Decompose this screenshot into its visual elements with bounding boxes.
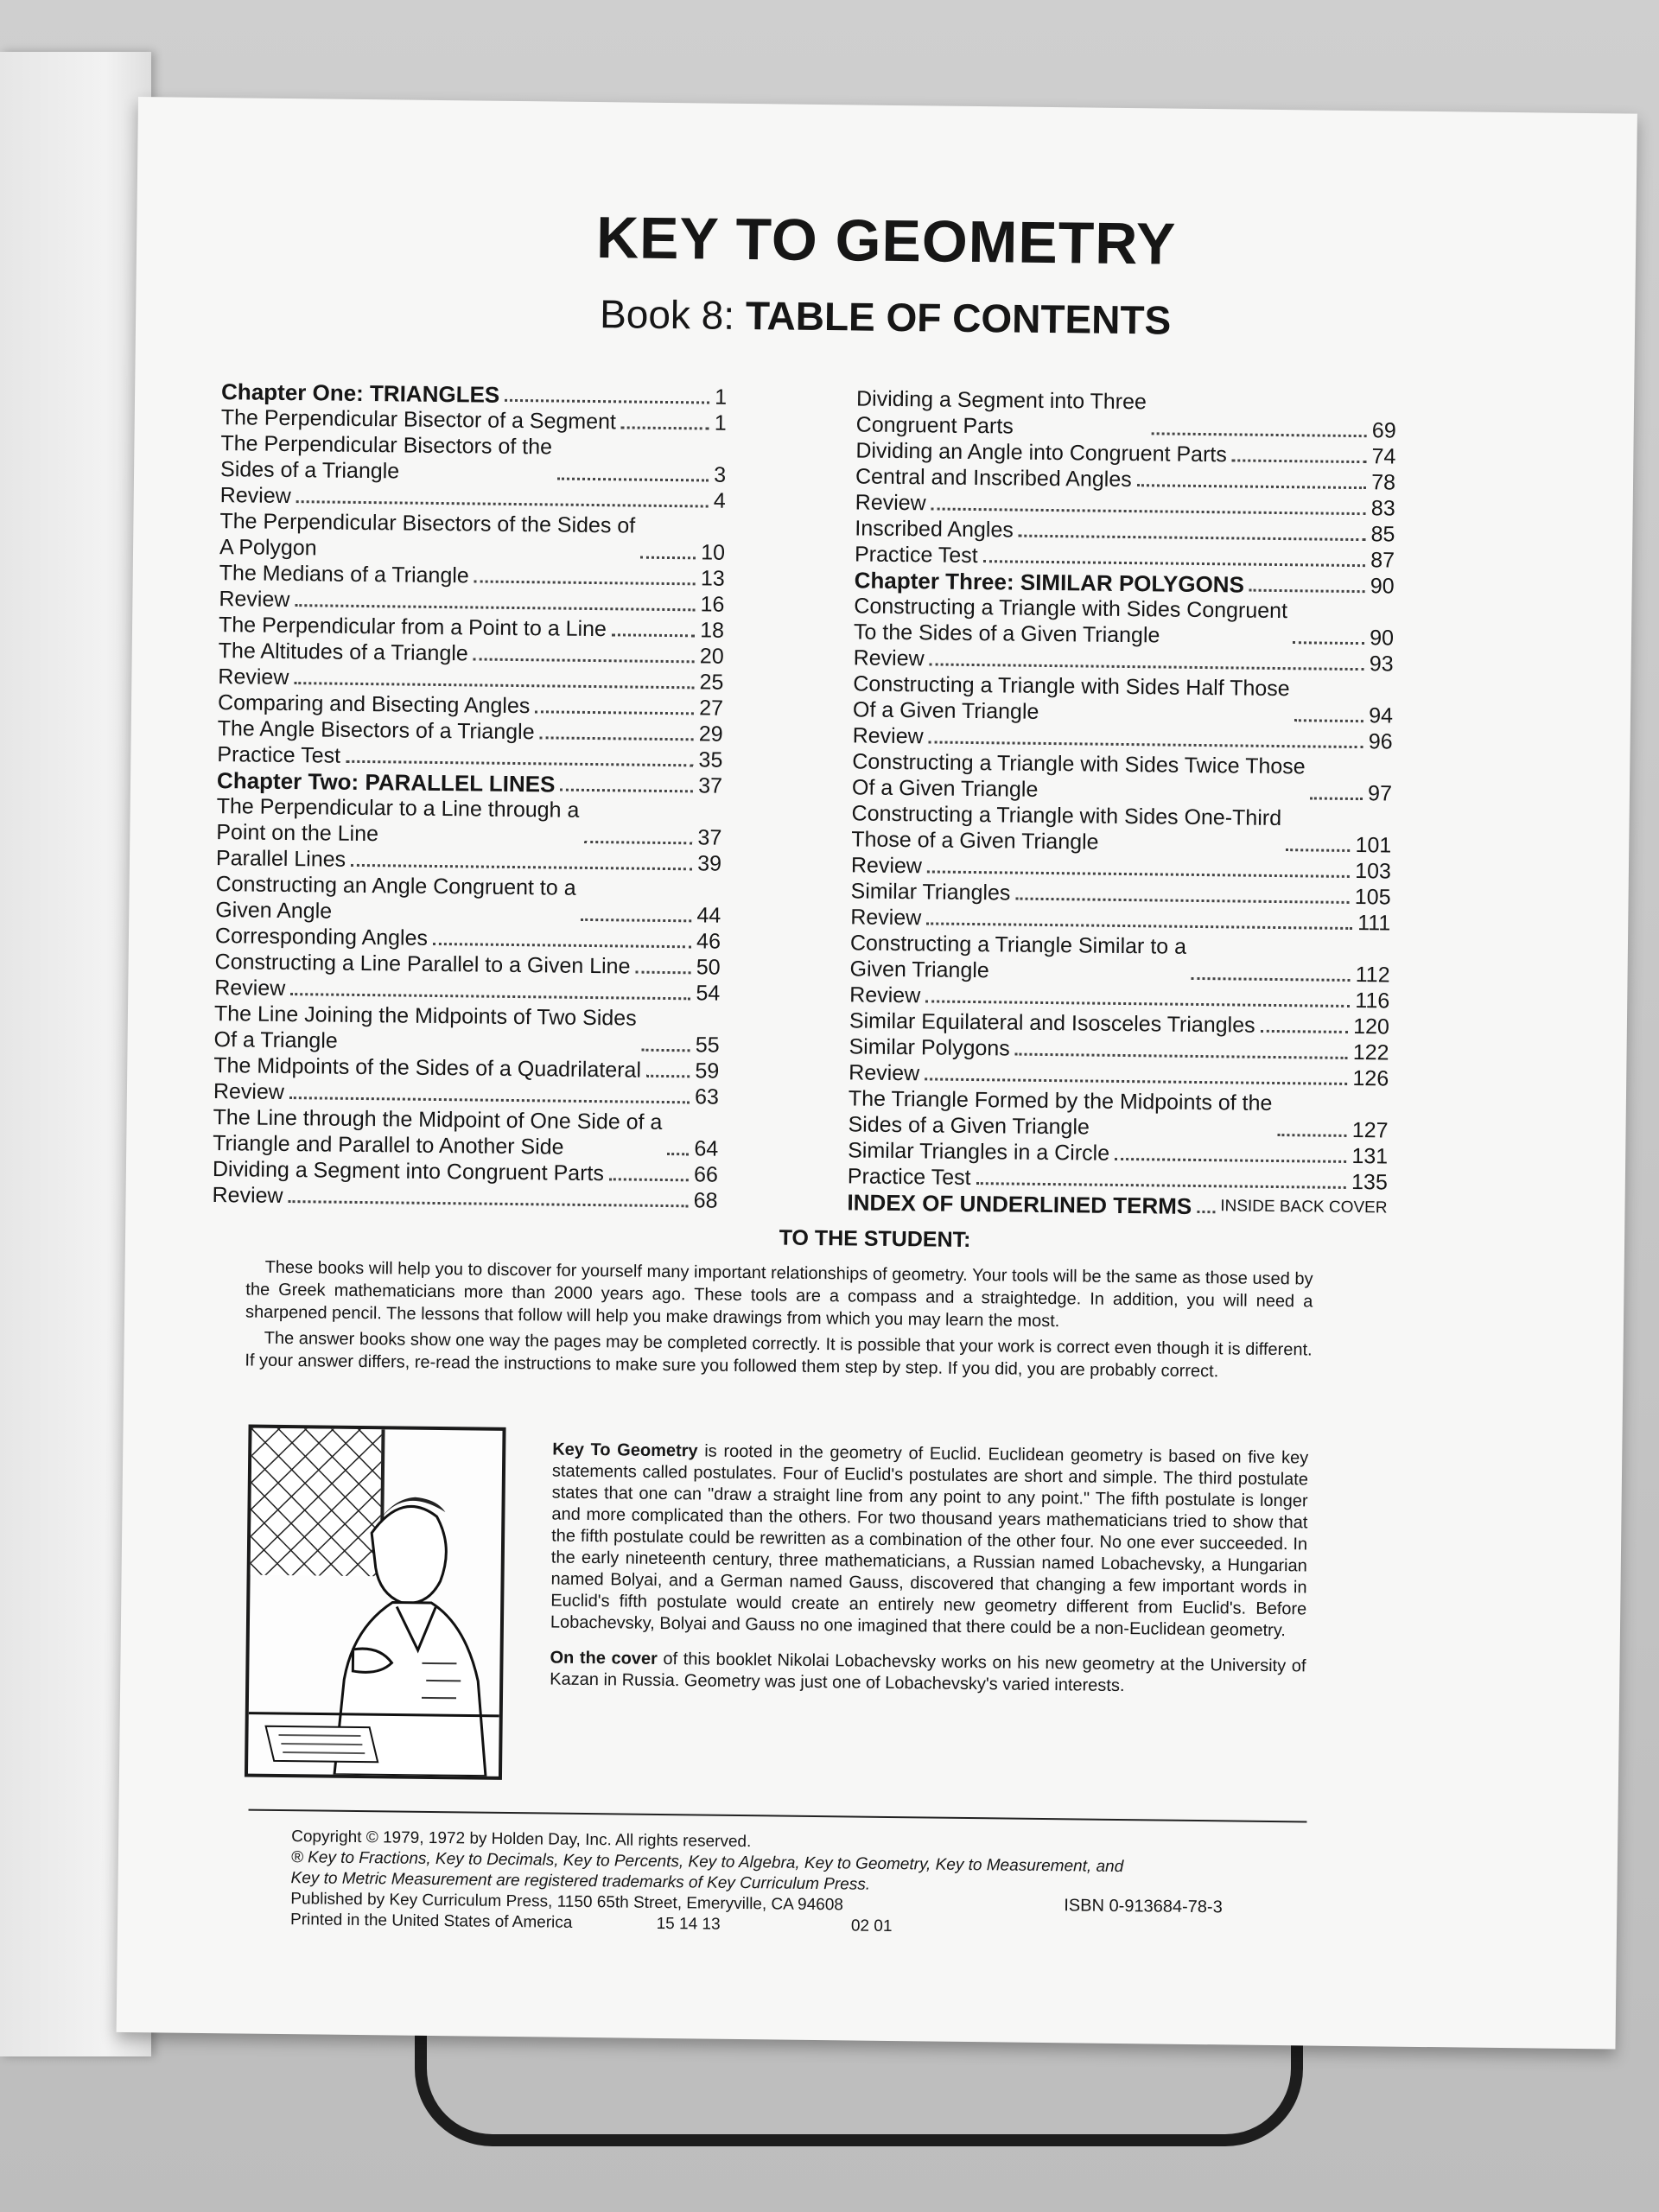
toc-entry-title: Review bbox=[219, 483, 291, 509]
toc-page-number: 93 bbox=[1369, 652, 1394, 677]
toc-page-number: 122 bbox=[1352, 1040, 1389, 1065]
toc-entry-title: The Perpendicular Bisector of a Segment bbox=[220, 405, 617, 435]
dot-leader bbox=[646, 1075, 690, 1078]
toc-page-number: 37 bbox=[698, 773, 723, 798]
dot-leader bbox=[584, 841, 692, 844]
dot-leader bbox=[1294, 719, 1363, 722]
toc-entry-title: Comparing and Bisecting Angles bbox=[217, 690, 531, 719]
toc-page-number: 135 bbox=[1351, 1170, 1388, 1195]
toc-page-number: 29 bbox=[698, 721, 723, 747]
page-subtitle bbox=[136, 285, 1636, 349]
dot-leader bbox=[581, 918, 691, 922]
toc-entry bbox=[856, 385, 1397, 443]
toc-entry bbox=[213, 1104, 719, 1162]
toc-entry-title-line-2: Of a Triangle bbox=[213, 1027, 338, 1053]
toc-page-number: 20 bbox=[699, 644, 724, 669]
toc-page-number: INSIDE BACK COVER bbox=[1220, 1197, 1388, 1217]
toc-entry-title-line-2: Triangle and Parallel to Another Side bbox=[213, 1131, 564, 1160]
divider bbox=[249, 1809, 1307, 1823]
toc-entry-title-line-1: The Line through the Midpoint of One Side of a bbox=[213, 1105, 663, 1135]
toc-entry-title: Review bbox=[219, 587, 290, 613]
copyright-block bbox=[290, 1827, 1242, 1941]
toc-entry bbox=[853, 671, 1394, 728]
toc-entry-title-line-1: Dividing a Segment into Three bbox=[855, 386, 1147, 415]
toc-page-number: 1 bbox=[715, 385, 728, 410]
toc-entry bbox=[215, 871, 721, 929]
toc-entry-title: Practice Test bbox=[854, 542, 978, 569]
toc-entry-title-line-1: Constructing a Triangle with Sides Congruent bbox=[854, 594, 1288, 624]
dot-leader bbox=[346, 760, 694, 767]
toc-entry-title: Inscribed Angles bbox=[855, 516, 1014, 543]
euclid-lead: Key To Geometry bbox=[552, 1440, 698, 1461]
dot-leader bbox=[926, 922, 1352, 930]
toc-entry bbox=[849, 930, 1390, 988]
toc-page-number: 120 bbox=[1353, 1014, 1390, 1039]
toc-entry-title-line-2: Congruent Parts bbox=[855, 412, 1014, 439]
dot-leader bbox=[1192, 977, 1351, 982]
toc-entry-title-line-1: The Perpendicular Bisectors of the Sides of bbox=[219, 509, 636, 538]
euclid-text: is rooted in the geometry of Euclid. Euclidean geometry is based on five key statements called postulates. Four of Euclid's postulates are short and simple. The third postulate states that one can "draw a straight line from any point to any point." The fifth postulate is longer and more complicated than the others. For two thousand years mathematicians tried to show that the fifth postulate could be rewritten as a combination of the other four. No one ever succeeded. In the early nineteenth century, three mathematicians, a Russian named Lobachevsky, a Hungarian named Bolyai, and a German named Gauss, discovered that changing a few important words in Euclid's fifth postulate would create an entirely new geometry different from Euclid's. Before Lobachevsky, Bolyai and Gauss no one imagined that there could be a non-Euclidean geometry. bbox=[550, 1441, 1309, 1641]
toc-entry-title: Parallel Lines bbox=[215, 846, 346, 872]
dot-leader bbox=[635, 971, 690, 975]
dot-leader bbox=[474, 580, 696, 585]
toc-page-number: 39 bbox=[697, 851, 722, 876]
dot-leader bbox=[1310, 797, 1363, 800]
toc-entry-title: Dividing a Segment into Congruent Parts bbox=[212, 1157, 605, 1186]
toc-page-number: 103 bbox=[1355, 859, 1392, 884]
toc-entry-title bbox=[852, 748, 1306, 805]
toc-entry-title: Constructing a Line Parallel to a Given Line bbox=[214, 950, 631, 979]
toc-page-number: 126 bbox=[1352, 1066, 1389, 1091]
toc-page-number: 112 bbox=[1355, 963, 1390, 988]
toc-page-number: 116 bbox=[1355, 988, 1390, 1014]
toc-page-number: 64 bbox=[694, 1136, 719, 1161]
toc-page-number: 111 bbox=[1357, 911, 1391, 936]
toc-page-number: 10 bbox=[701, 540, 726, 565]
toc-entry-title-line-1: The Perpendicular Bisectors of the bbox=[220, 431, 553, 460]
toc-entry-title-line-2: Those of a Given Triangle bbox=[851, 827, 1099, 855]
toc-page-number: 25 bbox=[699, 670, 724, 695]
toc-page-number: 97 bbox=[1367, 781, 1393, 806]
dot-leader bbox=[667, 1153, 689, 1155]
toc-entry-title-line-1: Constructing an Angle Congruent to a bbox=[215, 872, 576, 900]
toc-entry-title: Central and Inscribed Angles bbox=[855, 464, 1132, 493]
toc-entry-title: Review bbox=[218, 664, 289, 690]
toc-entry-title-line-1: Constructing a Triangle with Sides Half Those bbox=[853, 671, 1290, 702]
toc-entry bbox=[854, 593, 1395, 651]
toc-entry-title-line-1: Constructing a Triangle with Sides One-Third bbox=[851, 801, 1282, 831]
toc-entry-title-line-2: Sides of a Triangle bbox=[219, 457, 400, 484]
student-note bbox=[245, 1256, 1313, 1388]
dot-leader bbox=[1015, 898, 1350, 904]
toc-page-number: 16 bbox=[700, 592, 725, 617]
toc-chapter-entry bbox=[847, 1189, 1387, 1221]
toc-entry-title: The Altitudes of a Triangle bbox=[218, 639, 468, 666]
toc-entry-title: Chapter Three: SIMILAR POLYGONS bbox=[854, 567, 1245, 598]
cover-paragraph bbox=[550, 1648, 1306, 1700]
toc-page-number: 35 bbox=[698, 747, 723, 772]
toc-entry-title: Corresponding Angles bbox=[214, 924, 429, 950]
toc-page-number: 59 bbox=[695, 1058, 720, 1084]
toc-page-number: 44 bbox=[696, 903, 721, 928]
toc-entry-title-line-1: Constructing a Triangle with Sides Twice Those bbox=[852, 749, 1306, 779]
toc-entry-title-line-2: Given Triangle bbox=[849, 957, 989, 983]
toc-page-number: 13 bbox=[700, 566, 725, 591]
dot-leader bbox=[1151, 432, 1366, 437]
dot-leader bbox=[621, 426, 709, 429]
toc-page-number: 127 bbox=[1351, 1118, 1389, 1143]
toc-page-number: 69 bbox=[1371, 418, 1396, 443]
toc-entry-title: Review bbox=[850, 853, 923, 879]
student-paragraph-1: These books will help you to discover for yourself many important relationships of geometry. Your tools will be the same as those used by the Greek mathematicians more than 2000 years ago. These tools are a compass and a straightedge. In addition, you will need a sharpened pencil. The lessons that follow will help you make drawings from which you may learn the most. bbox=[245, 1257, 1313, 1332]
dot-leader bbox=[535, 710, 694, 715]
dot-leader bbox=[983, 560, 1366, 567]
dot-leader bbox=[612, 633, 695, 637]
trademark-line: ® Key to Fractions, Key to Decimals, Key to Percents, Key to Algebra, Key to Geometry, Key to Measurement, and bbox=[290, 1848, 1124, 1877]
toc-page-number: 131 bbox=[1351, 1144, 1389, 1169]
cover-lead: On the cover bbox=[550, 1648, 658, 1669]
toc-entry-title: Chapter Two: PARALLEL LINES bbox=[216, 767, 556, 798]
toc-entry-title-line-2: To the Sides of a Given Triangle bbox=[853, 620, 1160, 648]
dot-leader bbox=[1232, 459, 1367, 463]
isbn: ISBN 0-913684-78-3 bbox=[1064, 1896, 1223, 1917]
toc-entry-title-line-2: Of a Given Triangle bbox=[851, 775, 1039, 802]
toc-page-number: 78 bbox=[1371, 470, 1396, 495]
dot-leader bbox=[931, 507, 1366, 515]
dot-leader bbox=[557, 478, 709, 482]
toc-entry-title: Review bbox=[855, 490, 926, 516]
toc-entry-title bbox=[853, 671, 1290, 728]
toc-entry-title bbox=[220, 430, 552, 486]
printed-line: Printed in the United States of America 15 14 13 02 01 bbox=[289, 1910, 893, 1936]
euclid-note bbox=[550, 1440, 1308, 1713]
toc-page-number: 94 bbox=[1368, 703, 1394, 728]
dot-leader bbox=[1115, 1158, 1346, 1163]
toc-entry-title: Practice Test bbox=[847, 1164, 971, 1191]
toc-page-number: 4 bbox=[713, 488, 726, 513]
toc-entry-title: Similar Equilateral and Isosceles Triangles bbox=[849, 1008, 1255, 1038]
dot-leader bbox=[1015, 1053, 1348, 1059]
toc-page-number: 37 bbox=[697, 825, 722, 850]
toc-page-number: 101 bbox=[1355, 833, 1392, 858]
toc-entry-title-line-1: Constructing a Triangle Similar to a bbox=[849, 931, 1187, 959]
dot-leader bbox=[1260, 1030, 1348, 1033]
dot-leader bbox=[1249, 589, 1365, 594]
dot-leader bbox=[539, 736, 693, 741]
toc-entry-title bbox=[848, 1085, 1272, 1142]
toc-entry-title: The Medians of a Triangle bbox=[219, 561, 469, 588]
dot-leader bbox=[1019, 535, 1366, 542]
dot-leader bbox=[1137, 484, 1367, 489]
toc-entry-title-line-1: The Perpendicular to a Line through a bbox=[216, 794, 580, 823]
toc-entry-title: Review bbox=[853, 645, 925, 671]
dot-leader bbox=[929, 741, 1363, 748]
toc-entry-title bbox=[213, 1001, 636, 1058]
toc-entry-title: Review bbox=[214, 976, 286, 1001]
dot-leader bbox=[925, 1000, 1350, 1007]
page-title: KEY TO GEOMETRY bbox=[595, 205, 1177, 277]
toc-entry-title bbox=[854, 593, 1287, 650]
copyright-line: Copyright © 1979, 1972 by Holden Day, Inc. All rights reserved. bbox=[291, 1827, 752, 1852]
cover-text: of this booklet Nikolai Lobachevsky works on his new geometry at the University of Kazan in Russia. Geometry was just one of Lobachevsky's varied interests. bbox=[550, 1649, 1306, 1696]
toc-page-number: 90 bbox=[1370, 574, 1395, 599]
toc-entry-title bbox=[219, 508, 635, 564]
dot-leader bbox=[641, 1049, 690, 1052]
toc-entry-title: Similar Polygons bbox=[849, 1034, 1010, 1061]
toc-entry-title-line-2: Of a Given Triangle bbox=[852, 697, 1039, 724]
dot-leader bbox=[474, 658, 695, 663]
toc-page-number: 27 bbox=[699, 696, 724, 721]
toc-page-number: 63 bbox=[694, 1084, 720, 1109]
toc-page-number: 18 bbox=[700, 618, 725, 643]
toc-entry-title bbox=[849, 930, 1186, 985]
toc-page-number: 55 bbox=[695, 1033, 720, 1058]
dot-leader bbox=[1197, 1211, 1215, 1213]
printing-numbers-2: 02 01 bbox=[850, 1916, 893, 1936]
book-page bbox=[117, 97, 1637, 2050]
dot-leader bbox=[925, 1077, 1347, 1085]
toc-entry-title: Review bbox=[849, 982, 921, 1008]
student-heading: TO THE STUDENT: bbox=[779, 1225, 971, 1253]
dot-leader bbox=[295, 604, 695, 611]
toc-page-number: 90 bbox=[1370, 626, 1395, 651]
toc-page-number: 68 bbox=[693, 1188, 718, 1213]
toc-entry bbox=[851, 800, 1392, 858]
toc-entry bbox=[216, 793, 722, 851]
toc-page-number: 3 bbox=[714, 462, 727, 487]
dot-leader bbox=[976, 1182, 1346, 1189]
toc-left-column bbox=[212, 378, 727, 1214]
dot-leader bbox=[290, 993, 690, 1000]
toc-entry-title: Review bbox=[212, 1183, 283, 1208]
dot-leader bbox=[289, 1096, 690, 1103]
dot-leader bbox=[433, 943, 691, 948]
toc-page-number: 83 bbox=[1370, 496, 1395, 521]
toc-entry-title: INDEX OF UNDERLINED TERMS bbox=[847, 1189, 1192, 1219]
lobachevsky-illustration bbox=[245, 1425, 506, 1780]
toc-entry-title: Dividing an Angle into Congruent Parts bbox=[855, 438, 1227, 467]
toc-entry-title-line-2: A Polygon bbox=[219, 535, 317, 561]
toc-entry bbox=[212, 1182, 717, 1214]
toc-entry-title-line-1: The Triangle Formed by the Midpoints of the bbox=[848, 1086, 1273, 1116]
toc-entry-title-line-1: The Line Joining the Midpoints of Two Sides bbox=[213, 1001, 637, 1031]
dot-leader bbox=[296, 500, 709, 507]
student-paragraph-2: The answer books show one way the pages may be completed correctly. It is possible that your work is correct even though it is different. If your answer differs, re-read the instructions to make sure you followed them step by step. If you did, you are probably correct. bbox=[245, 1328, 1313, 1382]
toc-page-number: 1 bbox=[714, 410, 727, 435]
toc-entry-title: Practice Test bbox=[217, 742, 341, 768]
toc-page-number: 105 bbox=[1354, 885, 1391, 910]
toc-page-number: 46 bbox=[696, 929, 721, 954]
trademark-line-2: Key to Metric Measurement are registered trademarks of Key Curriculum Press. bbox=[290, 1869, 871, 1894]
toc-entry-title: Review bbox=[213, 1079, 285, 1104]
toc-page-number: 87 bbox=[1370, 548, 1395, 573]
toc-page-number: 85 bbox=[1370, 522, 1395, 547]
printing-numbers-1: 15 14 13 bbox=[656, 1914, 721, 1934]
toc-entry-title-line-2: Sides of a Given Triangle bbox=[848, 1112, 1090, 1140]
toc-entry bbox=[848, 1085, 1389, 1143]
dot-leader bbox=[640, 556, 696, 560]
toc-entry bbox=[220, 430, 727, 488]
publisher-line: Published by Key Curriculum Press, 1150 65th Street, Emeryville, CA 94608 bbox=[290, 1890, 844, 1915]
toc-entry-title-line-2: Given Angle bbox=[215, 898, 333, 924]
dot-leader bbox=[1277, 1134, 1347, 1137]
dot-leader bbox=[927, 870, 1350, 878]
dot-leader bbox=[351, 864, 692, 870]
dot-leader bbox=[1293, 641, 1365, 645]
toc-entry-title: Review bbox=[852, 723, 924, 749]
toc-page-number: 74 bbox=[1371, 444, 1396, 469]
toc-heading: TABLE OF CONTENTS bbox=[745, 292, 1172, 343]
toc-page-number: 96 bbox=[1368, 729, 1393, 754]
dot-leader bbox=[294, 682, 694, 689]
toc-entry-title-line-2: Point on the Line bbox=[216, 820, 379, 847]
toc-entry-title: Review bbox=[849, 1060, 920, 1086]
dot-leader bbox=[288, 1200, 688, 1207]
toc-entry-title: Similar Triangles bbox=[850, 879, 1011, 906]
toc-entry-title: Similar Triangles in a Circle bbox=[848, 1138, 1110, 1166]
dot-leader bbox=[1287, 849, 1351, 852]
toc-entry bbox=[852, 748, 1393, 806]
toc-entry bbox=[213, 1001, 720, 1058]
toc-entry-title bbox=[213, 1104, 662, 1161]
toc-entry-title: Review bbox=[850, 905, 922, 931]
toc-entry-title: The Perpendicular from a Point to a Line bbox=[218, 613, 607, 642]
euclid-paragraph bbox=[550, 1440, 1308, 1643]
toc-entry-title: The Midpoints of the Sides of a Quadrilateral bbox=[213, 1053, 642, 1083]
portrait-drawing-icon bbox=[248, 1428, 503, 1777]
toc-page-number: 66 bbox=[693, 1162, 719, 1187]
dot-leader bbox=[930, 663, 1364, 671]
toc-entry-title bbox=[856, 385, 1147, 441]
toc-entry-title bbox=[851, 800, 1281, 857]
toc-right-column bbox=[847, 385, 1396, 1221]
toc-entry-title: Chapter One: TRIANGLES bbox=[220, 378, 500, 408]
toc-entry-title bbox=[216, 793, 579, 849]
book-number: Book 8: bbox=[599, 291, 735, 338]
dot-leader bbox=[560, 789, 693, 793]
toc-entry bbox=[219, 508, 726, 566]
dot-leader bbox=[609, 1178, 689, 1181]
toc-entry-title: The Angle Bisectors of a Triangle bbox=[217, 716, 535, 745]
dot-leader bbox=[505, 399, 709, 404]
toc-entry-title bbox=[215, 871, 576, 927]
toc-page-number: 50 bbox=[696, 955, 721, 980]
toc-page-number: 54 bbox=[696, 981, 721, 1006]
